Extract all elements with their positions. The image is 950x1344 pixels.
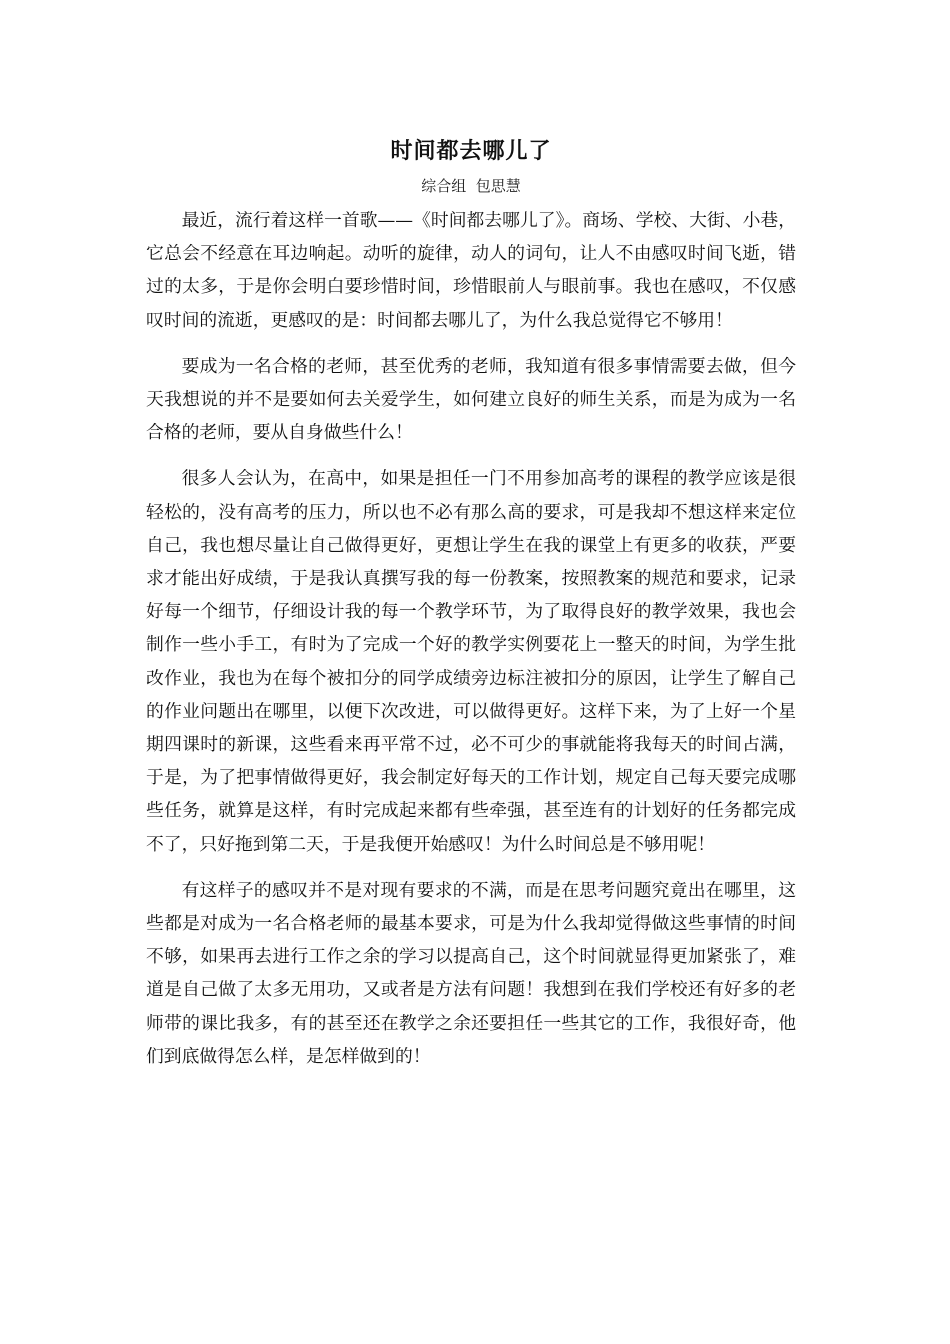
paragraph-1: 最近，流行着这样一首歌——《时间都去哪儿了》。商场、学校、大街、小巷，它总会不经意在耳边响起。动听的旋律，动人的词句，让人不由感叹时间飞逝，错过的太多，于是你会明白要珍惜时间，珍惜眼前人与眼前事。我也在感叹，不仅感叹时间的流逝，更感叹的是：时间都去哪儿了，为什么我总觉得它不够用！ — [146, 210, 796, 331]
paragraph-4: 有这样子的感叹并不是对现有要求的不满，而是在思考问题究竟出在哪里，这些都是对成为一名合格老师的最基本要求，可是为什么我却觉得做这些事情的时间不够，如果再去进行工作之余的学习以提高自己，这个时间就显得更加紧张了，难道是自己做了太多无用功，又或者是方法有问题！我想到在我们学校还有好多的老师带的课比我多，有的甚至还在教学之余还要担任一些其它的工作，我很好奇，他们到底做得怎么样，是怎样做到的！ — [146, 879, 796, 1067]
document-title: 时间都去哪儿了 — [390, 138, 552, 164]
paragraph-2: 要成为一名合格的老师，甚至优秀的老师，我知道有很多事情需要去做，但今天我想说的并不是要如何去关爱学生，如何建立良好的师生关系，而是为成为一名合格的老师，要从自身做些什么！ — [146, 355, 796, 444]
author-byline: 综合组 包思慧 — [421, 177, 521, 195]
paragraph-3: 很多人会认为，在高中，如果是担任一门不用参加高考的课程的教学应该是很轻松的，没有高考的压力，所以也不必有那么高的要求，可是我却不想这样来定位自己，我也想尽量让自己做得更好，更想让学生在我的课堂上有更多的收获，严要求才能出好成绩，于是我认真撰写我的每一份教案，按照教案的规范和要求，记录好每一个细节，仔细设计我的每一个教学环节，为了取得良好的教学效果，我也会制作一些小手工，有时为了完成一个好的教学实例要花上一整天的时间，为学生批改作业，我也为在每个被扣分的同学成绩旁边标注被扣分的原因，让学生了解自己的作业问题出在哪里，以便下次改进，可以做得更好。这样下来，为了上好一个星期四课时的新课，这些看来再平常不过，必不可少的事就能将我每天的时间占满，于是，为了把事情做得更好，我会制定好每天的工作计划，规定自己每天要完成哪些任务，就算是这样，有时完成起来都有些牵强，甚至连有的计划好的任务都完成不了，只好拖到第二天，于是我便开始感叹！为什么时间总是不够用呢！ — [146, 468, 796, 855]
